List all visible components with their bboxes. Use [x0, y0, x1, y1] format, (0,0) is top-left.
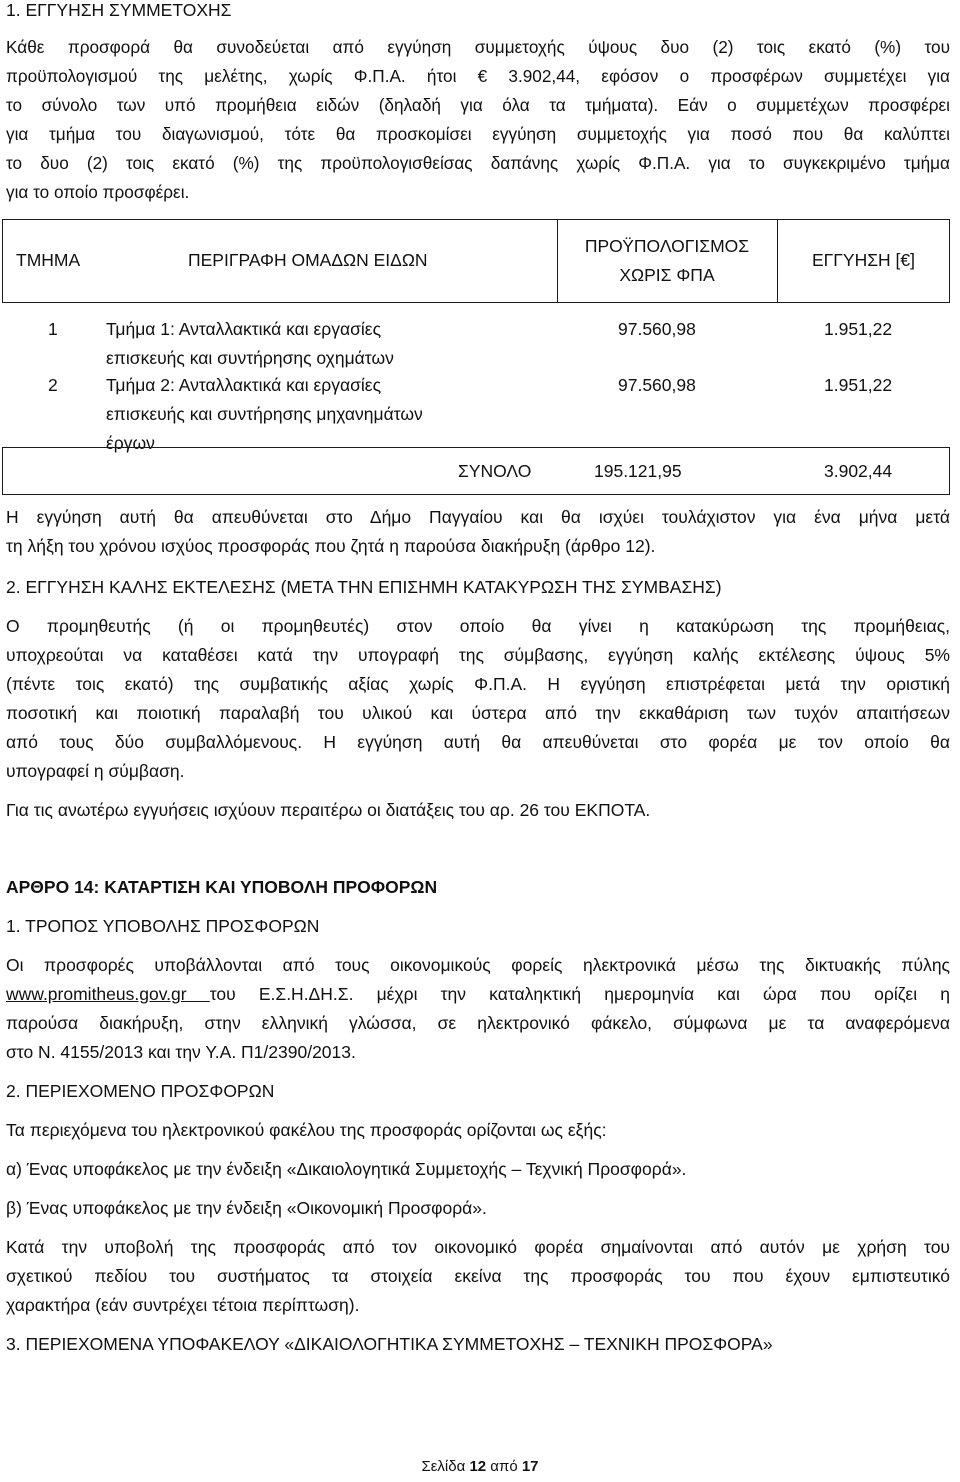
- section1-paragraph: [6, 33, 950, 207]
- text-line: σχετικού πεδίου του συστήματος τα στοιχεία εκείνα της προσφοράς του που έχουν εμπιστευτικό: [6, 1266, 950, 1286]
- text-line: για το οποίο προσφέρει.: [6, 182, 190, 202]
- article14-title: ΑΡΘΡΟ 14: ΚΑΤΑΡΤΙΣΗ ΚΑΙ ΥΠΟΒΟΛΗ ΠΡΟΦΟΡΩΝ: [6, 877, 438, 897]
- row-description-line: Τμήμα 1: Ανταλλακτικά και εργασίες: [106, 319, 382, 339]
- text-line: στο Ν. 4155/2013 και την Υ.Α. Π1/2390/2013.: [6, 1042, 356, 1062]
- subsection2-intro: Τα περιεχόμενα του ηλεκτρονικού φακέλου της προσφοράς ορίζονται ως εξής:: [6, 1120, 607, 1140]
- row-budget: 97.560,98: [618, 375, 696, 395]
- row-guarantee: 1.951,22: [824, 319, 893, 339]
- row-guarantee: 1.951,22: [824, 375, 893, 395]
- text-fragment: του Ε.Σ.Η.ΔΗ.Σ. μέχρι την καταληκτική ημερομηνία και ώρα που ορίζει η: [209, 984, 950, 1004]
- section2-paragraph: [6, 612, 950, 786]
- text-line: υποχρεούται να καταθέσει κατά την υπογραφή της σύμβασης, εγγύηση καλής εκτέλεσης ύψους 5%: [6, 645, 950, 665]
- footer-total-pages: 17: [521, 1458, 539, 1475]
- page-footer: [0, 1458, 960, 1476]
- section2-note: Για τις ανωτέρω εγγυήσεις ισχύουν περαιτέρω οι διατάξεις του αρ. 26 του ΕΚΠΟΤΑ.: [6, 800, 651, 820]
- text-line: από τους δύο συμβαλλόμενους. Η εγγύηση αυτή θα απευθύνεται στο φορέα με τον οποίο θα: [6, 732, 950, 752]
- text-line: χαρακτήρα (εάν συντρέχει τέτοια περίπτωση).: [6, 1295, 360, 1315]
- section1-title: 1. ΕΓΓΥΗΣΗ ΣΥΜΜΕΤΟΧΗΣ: [6, 0, 232, 20]
- header-section: ΤΜΗΜΑ: [16, 250, 81, 270]
- text-line: Η εγγύηση αυτή θα απευθύνεται στο Δήμο Παγγαίου και θα ισχύει τουλάχιστον για ένα μήνα μετά: [6, 507, 950, 527]
- guarantee-validity-paragraph: [6, 503, 950, 561]
- total-label: ΣΥΝΟΛΟ: [458, 461, 532, 481]
- text-line: το σύνολο των υπό προμήθεια ειδών (δηλαδή για όλα τα τμήματα). Εάν ο συμμετέχων προσφέρει: [6, 95, 950, 115]
- row-number: 2: [48, 375, 58, 395]
- header-description: ΠΕΡΙΓΡΑΦΗ ΟΜΑΔΩΝ ΕΙΔΩΝ: [188, 250, 428, 270]
- text-line: [6, 980, 950, 1009]
- footer-page-number: 12: [469, 1458, 487, 1475]
- text-line: Κατά την υποβολή της προσφοράς από τον οικονομικό φορέα σημαίνονται από αυτόν με χρήση του: [6, 1237, 950, 1257]
- row-number: 1: [48, 319, 58, 339]
- text-line: προϋπολογισμού της μελέτης, χωρίς Φ.Π.Α. ήτοι € 3.902,44, εφόσον ο προσφέρων συμμετέχει για: [6, 66, 950, 86]
- row-budget: 97.560,98: [618, 319, 696, 339]
- total-budget: 195.121,95: [594, 461, 682, 481]
- text-line: το δυο (2) τοις εκατό (%) της προϋπολογισθείσας δαπάνης χωρίς Φ.Π.Α. για το συγκεκριμένο τμήμα: [6, 153, 950, 173]
- text-line: ποσοτική και ποιοτική παραλαβή του υλικού και ύστερα από την εκκαθάριση των τυχόν απαιτήσεων: [6, 703, 950, 723]
- total-guarantee: 3.902,44: [824, 461, 893, 481]
- row-description-line: επισκευής και συντήρησης μηχανημάτων: [106, 404, 423, 424]
- text-line: υπογραφεί η σύμβαση.: [6, 761, 185, 781]
- text-line: παρούσα διακήρυξη, στην ελληνική γλώσσα, σε ηλεκτρονικό φάκελο, σύμφωνα με τα αναφερόμενα: [6, 1013, 950, 1033]
- text-line: τη λήξη του χρόνου ισχύος προσφοράς που ζητά η παρούσα διακήρυξη (άρθρο 12).: [6, 536, 656, 556]
- row-description-line: Τμήμα 2: Ανταλλακτικά και εργασίες: [106, 375, 382, 395]
- guarantee-table: [2, 219, 950, 501]
- subsection1-title: 1. ΤΡΟΠΟΣ ΥΠΟΒΟΛΗΣ ΠΡΟΣΦΟΡΩΝ: [6, 916, 320, 936]
- subsection2-paragraph: [6, 1233, 950, 1320]
- footer-prefix: Σελίδα: [421, 1458, 470, 1475]
- subsection2-item-a: α) Ένας υποφάκελος με την ένδειξη «Δικαιολογητικά Συμμετοχής – Τεχνική Προσφορά».: [6, 1159, 687, 1179]
- row-description-line: επισκευής και συντήρησης οχημάτων: [106, 348, 394, 368]
- subsection2-title: 2. ΠΕΡΙΕΧΟΜΕΝΟ ΠΡΟΣΦΟΡΩΝ: [6, 1081, 275, 1101]
- header-budget-line2: ΧΩΡΙΣ ΦΠΑ: [619, 265, 715, 285]
- section2-title: 2. ΕΓΓΥΗΣΗ ΚΑΛΗΣ ΕΚΤΕΛΕΣΗΣ (ΜΕΤΑ ΤΗΝ ΕΠΙΣΗΜΗ ΚΑΤΑΚΥΡΩΣΗ ΤΗΣ ΣΥΜΒΑΣΗΣ): [6, 577, 722, 597]
- text-line: Ο προμηθευτής (ή οι προμηθευτές) στον οποίο θα γίνει η κατακύρωση της προμήθειας,: [6, 616, 950, 636]
- header-guarantee: ΕΓΓΥΗΣΗ [€]: [811, 250, 916, 270]
- subsection3-title: 3. ΠΕΡΙΕΧΟΜΕΝΑ ΥΠΟΦΑΚΕΛΟΥ «ΔΙΚΑΙΟΛΟΓΗΤΙΚΑ ΣΥΜΜΕΤΟΧΗΣ – ΤΕΧΝΙΚΗ ΠΡΟΣΦΟΡΑ»: [6, 1334, 773, 1354]
- footer-middle: από: [486, 1458, 522, 1475]
- document-page: [6, 0, 950, 1359]
- text-line: (πέντε τοις εκατό) της συμβατικής αξίας χωρίς Φ.Π.Α. Η εγγύηση επιστρέφεται μετά την οριστική: [6, 674, 950, 694]
- text-line: για τμήμα του διαγωνισμού, τότε θα προσκομίσει εγγύηση συμμετοχής για ποσό που θα καλύπτει: [6, 124, 950, 144]
- subsection2-item-b: β) Ένας υποφάκελος με την ένδειξη «Οικονομική Προσφορά».: [6, 1198, 487, 1218]
- text-line: Οι προσφορές υποβάλλονται από τους οικονομικούς φορείς ηλεκτρονικά μέσω της δικτυακής πύλης: [6, 955, 950, 975]
- row-description-line: έργων: [106, 433, 155, 453]
- text-line: Κάθε προσφορά θα συνοδεύεται από εγγύηση συμμετοχής ύψους δυο (2) τοις εκατό (%) του: [6, 37, 950, 57]
- promitheus-link[interactable]: www.promitheus.gov.gr: [6, 984, 210, 1004]
- header-budget-line1: ΠΡΟΫΠΟΛΟΓΙΣΜΟΣ: [584, 236, 750, 256]
- subsection1-paragraph: [6, 951, 950, 1067]
